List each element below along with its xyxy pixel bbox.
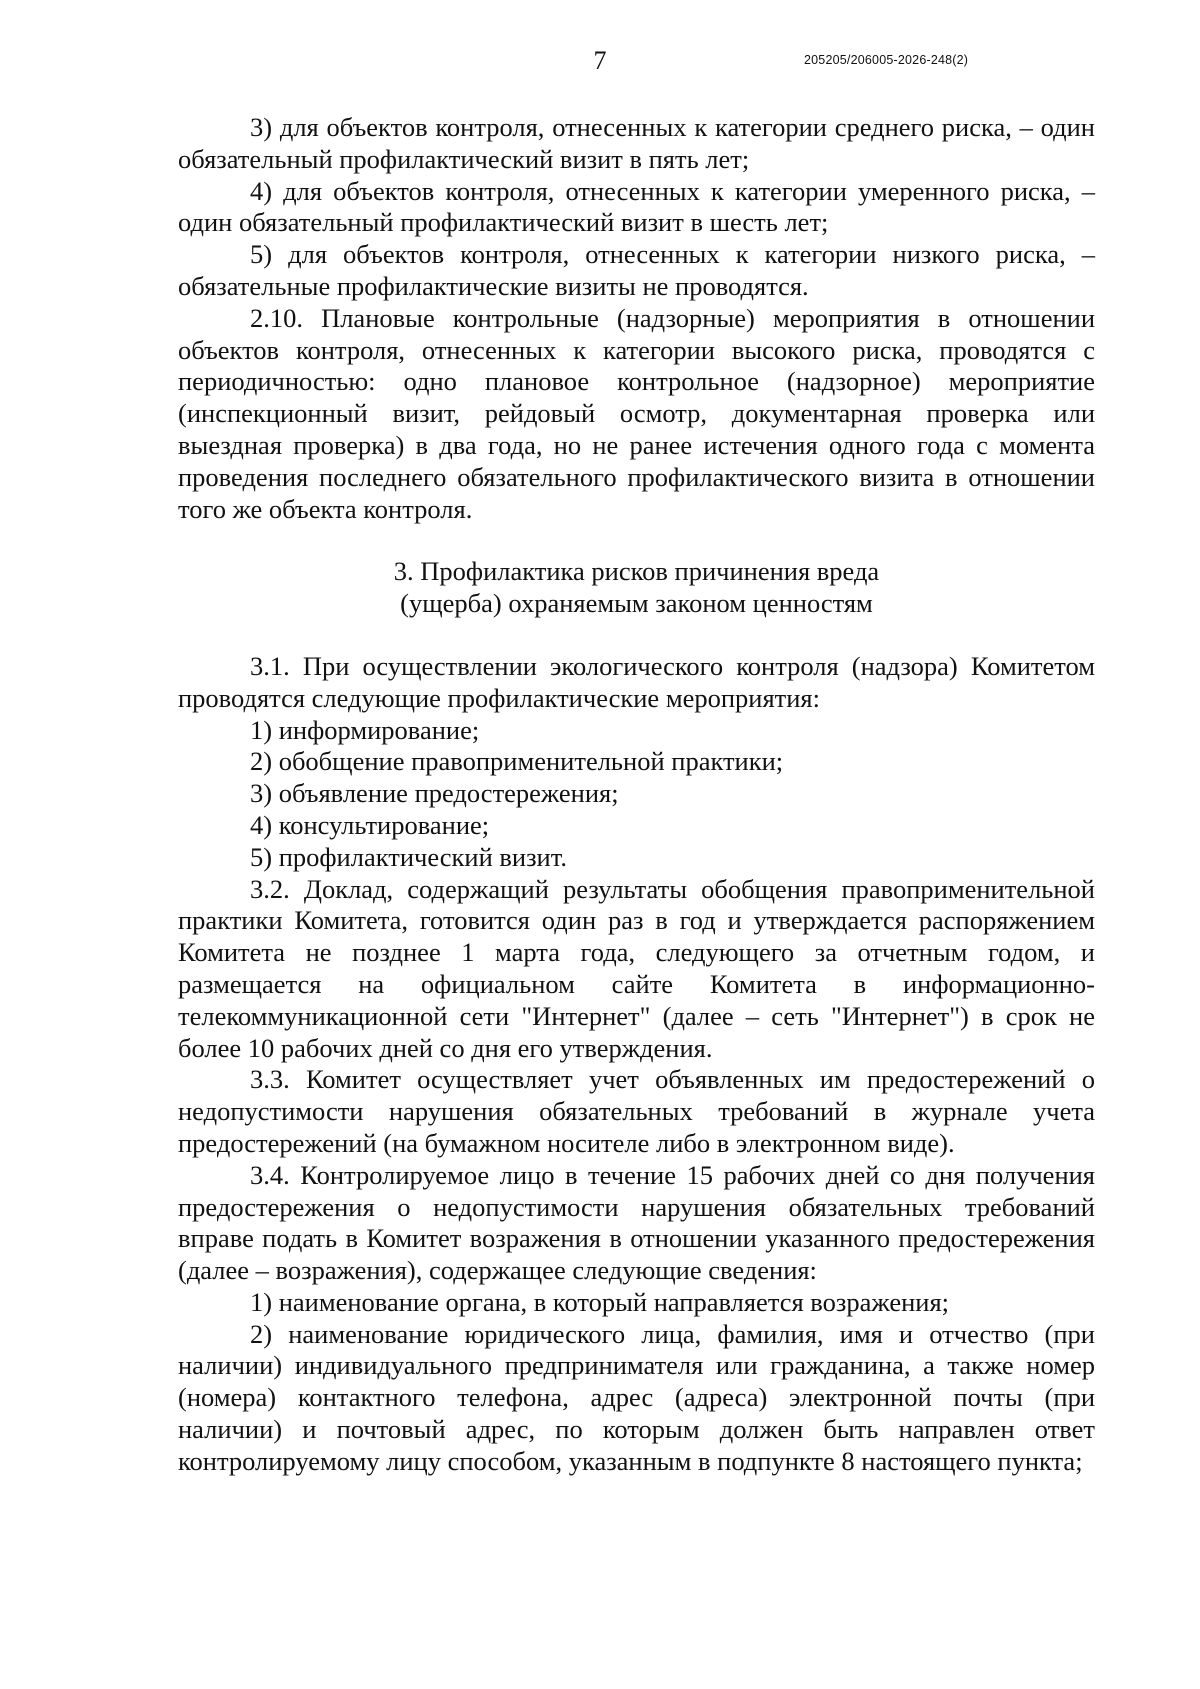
section-heading-line-2: (ущерба) охраняемым законом ценностям — [400, 588, 873, 619]
list-item-generalization: 2) обобщение правоприменительной практики; — [250, 746, 784, 777]
section-heading — [178, 556, 1095, 620]
document-code: 205205/206005-2026-248(2) — [804, 53, 969, 67]
paragraph-3-4-item-1: 1) наименование органа, в который направляется возражения; — [250, 1286, 950, 1317]
paragraph-item-4-moderate-risk: 4) для объектов контроля, отнесенных к категории умеренного риска, – один обязательный профилактический визит в шесть лет; — [178, 175, 1095, 238]
document-body — [178, 112, 1095, 1478]
paragraph-2-10: 2.10. Плановые контрольные (надзорные) мероприятия в отношении объектов контроля, отнесенных к категории высокого риска, проводятся с периодичностью: одно плановое контрольное (надзорное) мероприятие (инспекционный визит, рейдовый осмотр, документарная проверка или выездная проверка) в два года, но не ранее истечения одного года с момента проведения последнего обязательного профилактического визита в отношении того же объекта контроля. — [178, 302, 1095, 524]
list-item-preventive-visit: 5) профилактический визит. — [250, 841, 567, 872]
paragraph-3-1: 3.1. При осуществлении экологического контроля (надзора) Комитетом проводятся следующие профилактические мероприятия: — [178, 650, 1095, 713]
list-item-consulting: 4) консультирование; — [250, 809, 490, 840]
paragraph-3-4-item-2: 2) наименование юридического лица, фамилия, имя и отчество (при наличии) индивидуального предпринимателя или гражданина, а также номер (номера) контактного телефона, адрес (адреса) электронной почты (при наличии) и почтовый адрес, по которым должен быть направлен ответ контролируемому лицу способом, указанным в подпункте 8 настоящего пункта; — [178, 1318, 1095, 1476]
paragraph-3-2: 3.2. Доклад, содержащий результаты обобщения правоприменительной практики Комитета, готовится один раз в год и утверждается распоряжением Комитета не позднее 1 марта года, следующего за отчетным годом, и размещается на официальном сайте Комитета в информационно-телекоммуникационной сети "Интернет" (далее – сеть "Интернет") в срок не более 10 рабочих дней со дня его утверждения. — [178, 873, 1095, 1063]
list-item-warning: 3) объявление предостережения; — [250, 778, 619, 809]
section-heading-line-1: 3. Профилактика рисков причинения вреда — [393, 556, 880, 587]
paragraph-item-3-medium-risk: 3) для объектов контроля, отнесенных к категории среднего риска, – один обязательный профилактический визит в пять лет; — [178, 112, 1095, 174]
paragraph-item-5-low-risk: 5) для объектов контроля, отнесенных к категории низкого риска, – обязательные профилактические визиты не проводятся. — [178, 239, 1095, 301]
page-number: 7 — [593, 46, 607, 75]
list-item-informing: 1) информирование; — [250, 714, 480, 745]
paragraph-3-3: 3.3. Комитет осуществляет учет объявленных им предостережений о недопустимости нарушения обязательных требований в журнале учета предостережений (на бумажном носителе либо в электронном виде). — [178, 1064, 1095, 1158]
paragraph-3-4: 3.4. Контролируемое лицо в течение 15 рабочих дней со дня получения предостережения о недопустимости нарушения обязательных требований вправе подать в Комитет возражения в отношении указанного предостережения (далее – возражения), содержащее следующие сведения: — [178, 1159, 1095, 1286]
